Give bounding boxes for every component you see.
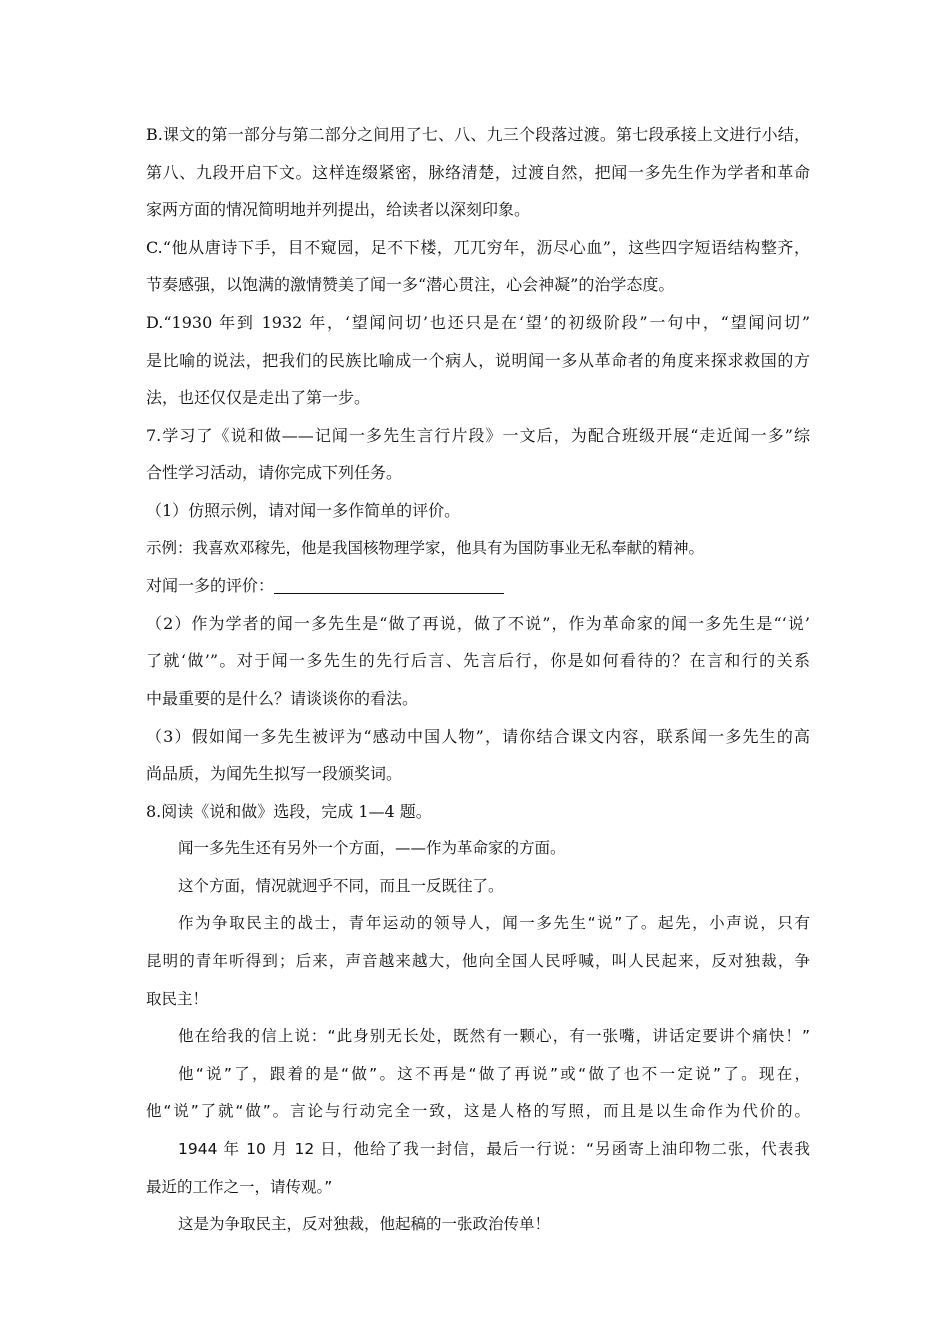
option-d-line: 法，也还仅仅是走出了第一步。: [146, 388, 371, 408]
option-c: [146, 229, 810, 304]
passage-line: 昆明的青年听得到；后来，声音越来越大，他向全国人民呼喊，叫人民起来，反对独裁，争: [146, 952, 810, 971]
question-7-sub-2-line: 了就‘做’”。对于闻一多先生的先行后言、先言后行，你是如何看待的？在言和行的关系: [146, 651, 810, 671]
question-7-eval-row: [146, 567, 810, 605]
option-b-line: 第八、九段开启下文。这样连缀紧密，脉络清楚，过渡自然，把闻一多先生作为学者和革命: [146, 162, 810, 182]
eval-label: 对闻一多的评价：: [146, 576, 275, 596]
question-7-stem-line: 合性学习活动，请你完成下列任务。: [146, 463, 403, 483]
question-8: [146, 793, 810, 1244]
passage-line: 他“说”了，跟着的是“做”。这不再是“做了再说”或“做了也不一定说”了。现在，: [178, 1064, 810, 1083]
question-7: [146, 417, 810, 793]
option-d-line: 是比喻的说法，把我们的民族比喻成一个病人，说明闻一多从革命者的角度来探求救国的方: [146, 350, 810, 370]
reading-passage: [146, 830, 810, 1244]
passage-line: 这个方面，情况就迥乎不同，而且一反既往了。: [178, 876, 504, 895]
question-7-sub-3-line: （3）假如闻一多先生被评为“感动中国人物”，请你结合课文内容，联系闻一多先生的高: [146, 726, 810, 746]
question-7-sub-2-line: （2）作为学者的闻一多先生是“做了再说，做了不说”，作为革命家的闻一多先生是“‘说’: [146, 613, 810, 633]
passage-line: 1944 年 10 月 12 日，他给了我一封信，最后一行说：“另函寄上油印物二张，代表我: [178, 1140, 810, 1159]
question-7-sub-2-line: 中最重要的是什么？请谈谈你的看法。: [146, 688, 419, 708]
option-d-line: D.“1930 年到 1932 年，‘望闻问切’也还只是在‘望’的初级阶段”一句中，“望闻问切”: [146, 312, 810, 332]
passage-line: 作为争取民主的战士，青年运动的领导人，闻一多先生“说”了。起先，小声说，只有: [178, 914, 810, 933]
question-7-stem-line: 7.学习了《说和做——记闻一多先生言行片段》一文后，为配合班级开展“走近闻一多”综: [146, 425, 810, 445]
passage-line: 他在给我的信上说：“此身别无长处，既然有一颗心，有一张嘴，讲话定要讲个痛快！”: [178, 1027, 810, 1046]
question-7-example: 示例：我喜欢邓稼先，他是我国核物理学家，他具有为国防事业无私奉献的精神。: [146, 538, 705, 557]
question-8-stem: 8.阅读《说和做》选段，完成 1—4 题。: [146, 801, 432, 821]
question-7-sub-3-line: 尚品质，为闻先生拟写一段颁奖词。: [146, 764, 403, 784]
passage-line: 闻一多先生还有另外一个方面，——作为革命家的方面。: [178, 839, 566, 858]
passage-line: 这是为争取民主，反对独裁，他起稿的一张政治传单！: [178, 1215, 551, 1234]
question-7-sub-1: （1）仿照示例，请对闻一多作简单的评价。: [146, 500, 461, 520]
answer-blank[interactable]: [274, 575, 504, 594]
passage-line: 最近的工作之一，请传观。”: [146, 1177, 333, 1196]
option-b-line: B.课文的第一部分与第二部分之间用了七、八、九三个段落过渡。第七段承接上文进行小结，: [146, 125, 810, 144]
passage-line: 取民主！: [146, 989, 209, 1008]
option-b: [146, 116, 810, 229]
option-d: [146, 304, 810, 417]
option-c-line: C.“他从唐诗下手，目不窥园，足不下楼，兀兀穷年，沥尽心血”，这些四字短语结构整齐，: [146, 237, 810, 257]
passage-line: 他“说”了就“做”。言论与行动完全一致，这是人格的写照，而且是以生命作为代价的。: [146, 1102, 810, 1121]
option-b-line: 家两方面的情况简明地并列提出，给读者以深刻印象。: [146, 200, 531, 220]
option-c-line: 节奏感强，以饱满的激情赞美了闻一多“潜心贯注，心会神凝”的治学态度。: [146, 275, 675, 295]
